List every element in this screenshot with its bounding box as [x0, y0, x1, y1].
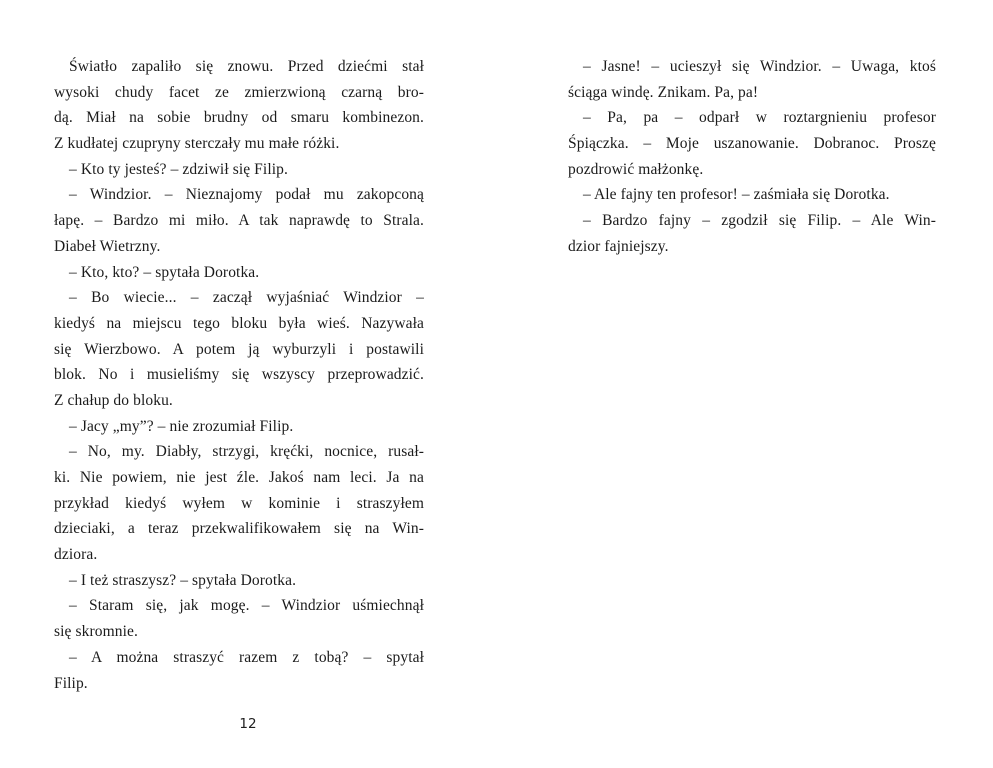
- book-page-left: [54, 54, 424, 696]
- text-line: się skromnie.: [54, 623, 138, 641]
- text-line: – A można straszyć razem z tobą? – spytał: [69, 648, 424, 666]
- text-line: – Staram się, jak mogę. – Windzior uśmiechnął: [69, 597, 424, 615]
- text-line: kiedyś na miejscu tego bloku była wieś. Nazywała: [54, 314, 424, 332]
- text-line: – Kto ty jesteś? – zdziwił się Filip.: [69, 160, 288, 178]
- text-line: przykład kiedyś wyłem w kominie i straszyłem: [54, 494, 424, 512]
- text-line: – Jasne! – ucieszył się Windzior. – Uwaga, ktoś: [583, 58, 936, 75]
- text-line: łapę. – Bardzo mi miło. A tak naprawdę to Strala.: [54, 212, 424, 230]
- text-line: – Windzior. – Nieznajomy podał mu zakopconą: [69, 186, 424, 204]
- text-line: Z chałup do bloku.: [54, 391, 173, 409]
- text-line: – Jacy „my”? – nie zrozumiał Filip.: [69, 417, 294, 435]
- text-line: dziora.: [54, 546, 98, 564]
- text-line: Światło zapaliło się znowu. Przed dziećmi stał: [69, 58, 424, 75]
- text-line: – No, my. Diabły, strzygi, kręćki, nocnice, rusał-: [69, 443, 424, 461]
- text-line: Z kudłatej czupryny sterczały mu małe różki.: [54, 135, 340, 153]
- text-line: – Bo wiecie... – zaczął wyjaśniać Windzior –: [69, 289, 424, 307]
- text-line: ściąga windę. Znikam. Pa, pa!: [568, 83, 759, 101]
- text-line: blok. No i musieliśmy się wszyscy przeprowadzić.: [54, 366, 424, 384]
- text-line: ki. Nie powiem, nie jest źle. Jakoś nam leci. Ja na: [54, 469, 424, 486]
- text-line: – Kto, kto? – spytała Dorotka.: [69, 263, 260, 281]
- text-line: – Bardzo fajny – zgodził się Filip. – Ale Win-: [583, 212, 936, 230]
- text-line: wysoki chudy facet ze zmierzwioną czarną bro-: [54, 83, 424, 101]
- text-line: dzior fajniejszy.: [568, 237, 669, 255]
- text-line: – Ale fajny ten profesor! – zaśmiała się Dorotka.: [583, 186, 890, 204]
- text-line: – I też straszysz? – spytała Dorotka.: [69, 571, 297, 589]
- text-line: – Pa, pa – odparł w roztargnieniu profesor: [583, 109, 936, 127]
- text-line: się Wierzbowo. A potem ją wyburzyli i postawili: [54, 340, 424, 358]
- page-number: 12: [239, 716, 257, 732]
- text-line: Diabeł Wietrzny.: [54, 237, 161, 255]
- text-line: dą. Miał na sobie brudny od smaru kombinezon.: [54, 109, 424, 127]
- text-line: pozdrowić małżonkę.: [568, 160, 704, 178]
- text-line: dzieciaki, a teraz przekwalifikowałem się na Win-: [54, 520, 424, 538]
- book-page-right: [568, 54, 936, 260]
- text-line: Śpiączka. – Moje uszanowanie. Dobranoc. Proszę: [568, 135, 936, 153]
- text-line: Filip.: [54, 674, 88, 692]
